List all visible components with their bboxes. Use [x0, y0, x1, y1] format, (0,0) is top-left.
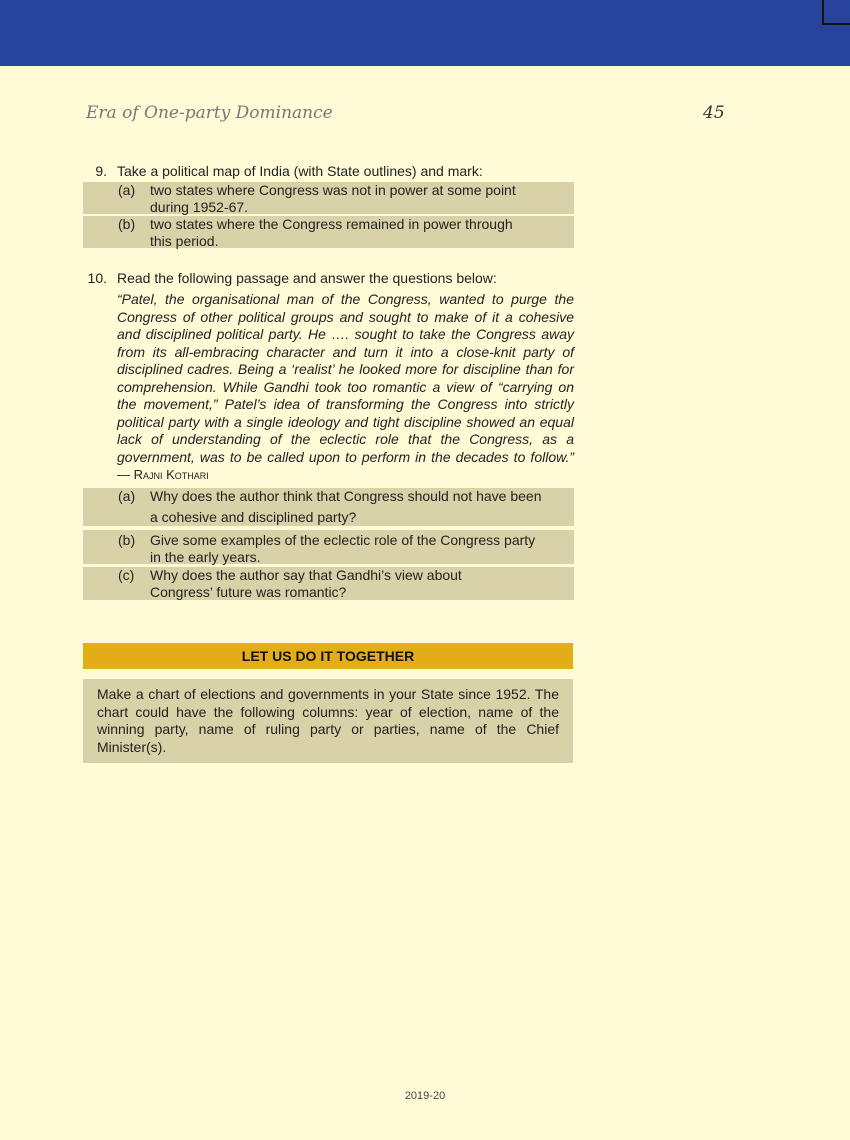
option-text-line2: this period.: [150, 233, 219, 249]
option-text-line1: Why does the author say that Gandhi’s view about: [150, 567, 462, 583]
top-color-band: [0, 0, 850, 66]
option-label: (c): [118, 567, 135, 583]
option-label: (a): [118, 182, 136, 198]
option-text-line2: a cohesive and disciplined party?: [150, 509, 357, 525]
activity-heading: LET US DO IT TOGETHER: [83, 643, 573, 669]
option-label: (b): [118, 532, 136, 548]
option-label: (a): [118, 488, 136, 504]
question-prompt: Read the following passage and answer the questions below:: [117, 270, 497, 286]
q9-option-b: [83, 216, 574, 248]
question-10: [83, 270, 574, 287]
activity-text: Make a chart of elections and governments in your State since 1952. The chart could have the following columns: year of election, name of the winning party, name of ruling party or parties, name of the Chief Minister(s).: [97, 686, 559, 755]
running-title: Era of One-party Dominance: [86, 103, 333, 123]
page-number: 45: [703, 103, 725, 123]
q10-option-b: [83, 530, 574, 564]
question-9: [83, 163, 574, 180]
passage-text: “Patel, the organisational man of the Congress, wanted to purge the Congress of other political groups and sought to make of it a cohesive and disciplined political party. He …. sought to take the Congress away from its all-embracing character and turn it into a close-knit party of disciplined cadres. Being a ‘realist’ he looked more for discipline than for comprehension. While Gandhi took too romantic a view of “carrying on the movement,” Patel’s idea of transforming the Congress into strictly political party with a single ideology and tight discipline showed an equal lack of understanding of the eclectic role that the Congress, as a government, was to be called upon to perform in the decades to follow.”: [117, 291, 574, 465]
q9-option-a: [83, 182, 574, 214]
activity-box: [83, 679, 573, 763]
question-number: 10.: [87, 270, 107, 286]
option-text-line1: Why does the author think that Congress should not have been: [150, 488, 542, 504]
option-text-line2: in the early years.: [150, 549, 261, 565]
quoted-passage: [117, 291, 574, 484]
option-text-line1: two states where the Congress remained in power through: [150, 216, 513, 232]
footer-year: 2019-20: [404, 1090, 446, 1102]
q10-option-a: [83, 488, 574, 526]
option-text-line2: during 1952-67.: [150, 199, 249, 215]
question-prompt: Take a political map of India (with State outlines) and mark:: [117, 163, 483, 179]
option-text-line2: Congress’ future was romantic?: [150, 584, 347, 600]
q10-option-c: [83, 567, 574, 600]
crop-mark: [822, 0, 850, 25]
option-text-line1: Give some examples of the eclectic role of the Congress party: [150, 532, 536, 548]
question-number: 9.: [95, 163, 107, 179]
passage-author: — Rajni Kothari: [117, 467, 209, 482]
option-label: (b): [118, 216, 136, 232]
option-text-line1: two states where Congress was not in power at some point: [150, 182, 516, 198]
